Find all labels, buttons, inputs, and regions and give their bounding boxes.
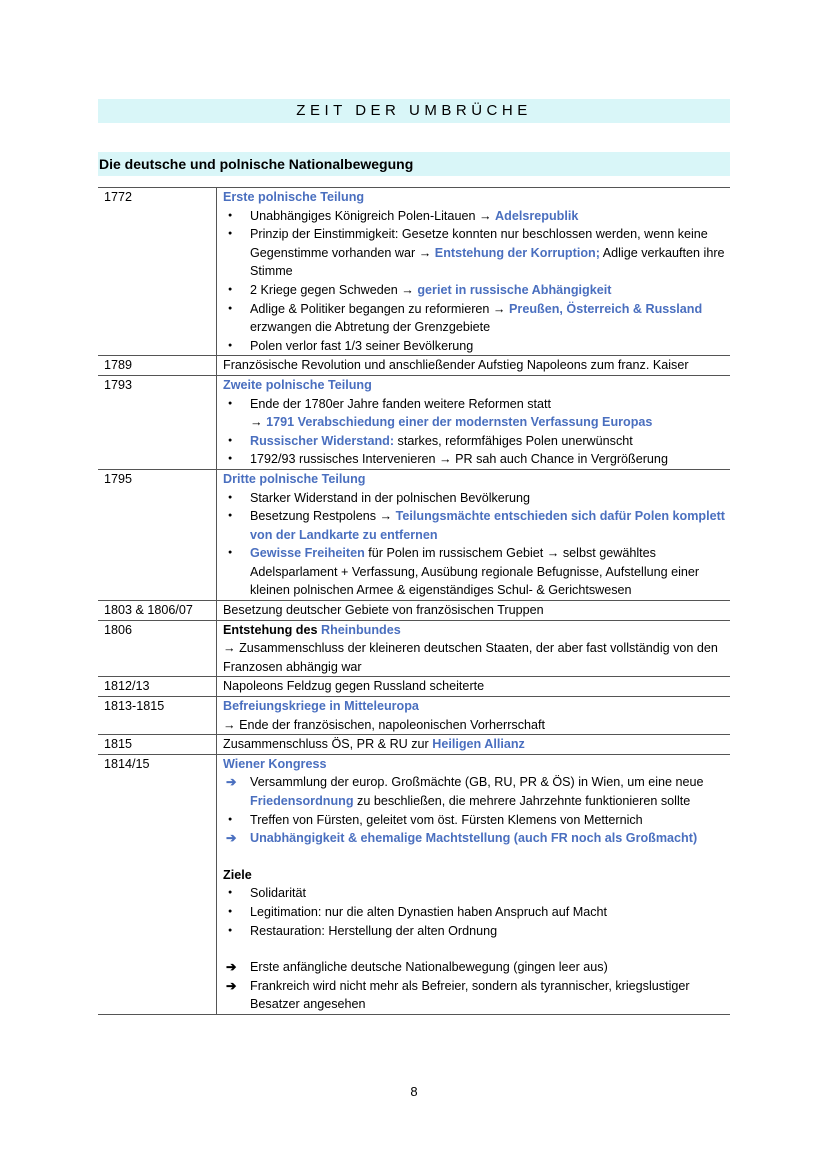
list-item: Restauration: Herstellung der alten Ordnung [250, 923, 498, 938]
list-item: ➔ Versammlung der europ. Großmächte (GB, RU, PR & ÖS) in Wien, um eine neue Friedensordnung zu beschließen, die mehrere Jahrzehnte funktionieren sollte [226, 775, 704, 808]
event-heading: Befreiungskriege in Mitteleuropa [223, 699, 419, 714]
arrow-icon: → [492, 301, 506, 316]
year-cell: 1815 [98, 735, 217, 755]
list-item: 2 Kriege gegen Schweden → geriet in russische Abhängigkeit [250, 282, 612, 297]
table-row [98, 620, 730, 677]
year-cell: 1793 [98, 375, 217, 469]
timeline-table [98, 187, 730, 1015]
event-heading: Entstehung des Rheinbundes [223, 622, 401, 637]
list-item: Russischer Widerstand: starkes, reformfähiges Polen unerwünscht [250, 433, 633, 448]
event-text: → Zusammenschluss der kleineren deutschen Staaten, der aber fast vollständig von den Franzosen abhängig war [223, 641, 718, 674]
event-heading: Erste polnische Teilung [223, 190, 365, 204]
event-cell: Napoleons Feldzug gegen Russland scheiterte [217, 677, 731, 697]
list-item: Prinzip der Einstimmigkeit: Gesetze konnten nur beschlossen werden, wenn keine Gegenstimme vorhanden war → Entstehung der Korruption; Adlige verkauften ihre Stimme [250, 227, 725, 279]
list-item: Treffen von Fürsten, geleitet vom öst. Fürsten Klemens von Metternich [250, 812, 643, 827]
list-item: ➔ Erste anfängliche deutsche Nationalbewegung (gingen leer aus) [223, 958, 726, 977]
arrow-icon: → [223, 641, 236, 656]
arrow-icon: → [401, 282, 414, 297]
event-cell [217, 469, 731, 600]
table-row [98, 601, 730, 621]
year-cell: 1813-1815 [98, 697, 217, 735]
list-item: Starker Widerstand in der polnischen Bevölkerung [250, 490, 531, 505]
list-item: Besetzung Restpolens → Teilungsmächte entschieden sich dafür Polen komplett von der Landkarte zu entfernen [250, 509, 725, 542]
list-item: Legitimation: nur die alten Dynastien haben Anspruch auf Macht [250, 904, 608, 919]
bullet-list [223, 207, 726, 356]
table-row [98, 677, 730, 697]
list-item: ➔ Frankreich wird nicht mehr als Befreier, sondern als tyrannischer, kriegslustiger Besatzer angesehen [226, 978, 690, 1012]
list-item: ➔ Unabhängigkeit & ehemalige Machtstellung (auch FR noch als Großmacht) [223, 829, 726, 848]
goals-heading: Ziele [223, 867, 252, 882]
bullet-list [223, 489, 726, 601]
table-row [98, 188, 730, 356]
arrow-icon: → [546, 546, 560, 561]
list-item: Solidarität [250, 886, 307, 901]
event-cell [217, 620, 731, 677]
section-heading: Die deutsche und polnische Nationalbewegung [99, 156, 414, 172]
goals-list [223, 884, 726, 940]
year-cell: 1795 [98, 469, 217, 600]
list-item: Gewisse Freiheiten für Polen im russischem Gebiet → selbst gewähltes Adelsparlament + Verfassung, Ausübung regionale Befugnisse, Aufstellung einer kleinen polnischen Armee & eigenständiges Schul- & Gerichtswesen [250, 546, 700, 598]
event-cell [217, 754, 731, 1014]
year-cell: 1814/15 [98, 754, 217, 1014]
list-item: Unabhängiges Königreich Polen-Litauen → Adelsrepublik [250, 208, 579, 223]
arrow-icon: → [439, 452, 452, 467]
event-cell: Zusammenschluss ÖS, PR & RU zur Heiligen Allianz [217, 735, 731, 755]
arrow-bullet-icon: ➔ [226, 960, 237, 975]
table-row [98, 735, 730, 755]
event-cell [217, 697, 731, 735]
page-number: 8 [410, 1084, 418, 1099]
event-heading: Wiener Kongress [223, 756, 327, 771]
arrow-icon: → [478, 208, 492, 223]
bullet-list [223, 395, 726, 469]
table-row [98, 754, 730, 1014]
event-cell: Französische Revolution und anschließender Aufstieg Napoleons zum franz. Kaiser [217, 356, 731, 376]
year-cell: 1812/13 [98, 677, 217, 697]
consequences-list [223, 958, 726, 1014]
event-heading: Zweite polnische Teilung [223, 377, 372, 392]
event-cell [217, 188, 731, 356]
arrow-icon: → [418, 245, 432, 260]
title-bar [98, 99, 730, 123]
arrow-icon: → [250, 415, 263, 430]
event-heading: Dritte polnische Teilung [223, 471, 366, 486]
page-title: ZEIT DER UMBRÜCHE [296, 102, 532, 119]
event-cell [217, 375, 731, 469]
bullet-list [223, 773, 726, 847]
arrow-bullet-icon: ➔ [226, 978, 237, 993]
arrow-bullet-icon: ➔ [226, 831, 237, 846]
table-row [98, 356, 730, 376]
year-cell: 1803 & 1806/07 [98, 601, 217, 621]
year-cell: 1772 [98, 188, 217, 356]
list-item: 1792/93 russisches Intervenieren → PR sah auch Chance in Vergrößerung [250, 452, 668, 467]
arrow-icon: → [223, 717, 236, 732]
event-cell: Besetzung deutscher Gebiete von französischen Truppen [217, 601, 731, 621]
list-item: Polen verlor fast 1/3 seiner Bevölkerung [250, 338, 474, 353]
year-cell: 1806 [98, 620, 217, 677]
year-cell: 1789 [98, 356, 217, 376]
table-row [98, 697, 730, 735]
list-item: Ende der 1780er Jahre fanden weitere Reformen statt → 1791 Verabschiedung einer der modernsten Verfassung Europas [250, 396, 653, 430]
arrow-bullet-icon: ➔ [226, 775, 237, 790]
table-row [98, 469, 730, 600]
table-row [98, 375, 730, 469]
event-text: → Ende der französischen, napoleonischen Vorherrschaft [223, 717, 546, 732]
section-bar [98, 152, 730, 176]
arrow-icon: → [379, 509, 393, 524]
list-item: Adlige & Politiker begangen zu reformieren → Preußen, Österreich & Russland erzwangen die Abtretung der Grenzgebiete [250, 301, 703, 335]
